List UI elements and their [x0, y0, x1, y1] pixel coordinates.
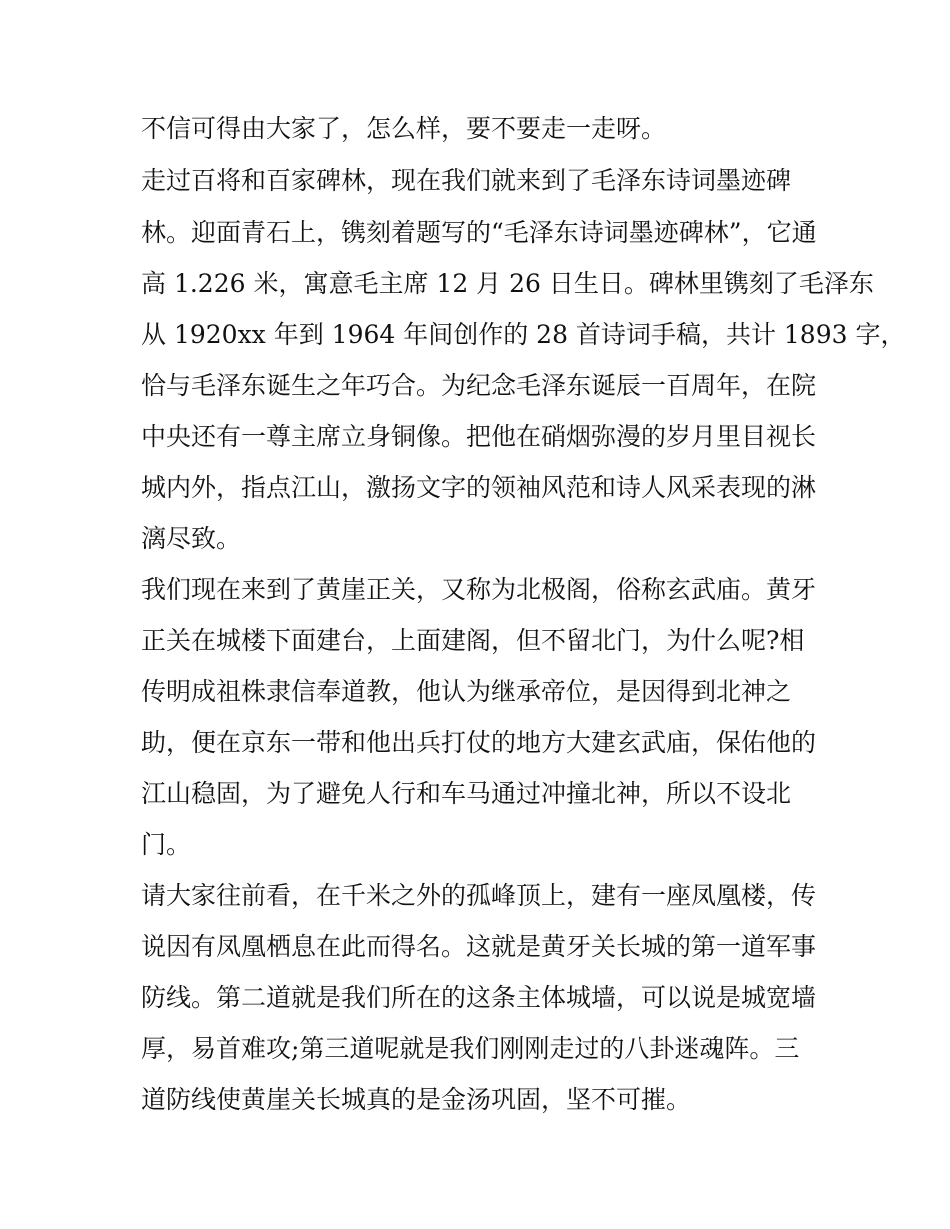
text-line: 江山稳固，为了避免人行和车马通过冲撞北神，所以不设北	[141, 779, 792, 808]
text-line: 防线。第二道就是我们所在的这条主体城墙，可以说是城宽墙	[141, 983, 817, 1012]
text-line: 漓尽致。	[141, 524, 242, 553]
text-line: 正关在城楼下面建台，上面建阁，但不留北门，为什么呢?相	[141, 626, 805, 655]
text-line: 助，便在京东一带和他出兵打仗的地方大建玄武庙，保佑他的	[141, 728, 817, 757]
text-line: 恰与毛泽东诞生之年巧合。为纪念毛泽东诞辰一百周年，在院	[141, 371, 817, 400]
text-line: 道防线使黄崖关长城真的是金汤巩固，坚不可摧。	[141, 1085, 692, 1114]
text-line: 走过百将和百家碑林，现在我们就来到了毛泽东诗词墨迹碑	[141, 166, 792, 195]
text-line: 高 1.226 米，寓意毛主席 12 月 26 日生日。碑林里镌刻了毛泽东	[141, 269, 874, 298]
text-line: 从 1920xx 年到 1964 年间创作的 28 首诗词手稿，共计 1893 字，	[141, 320, 906, 349]
text-line: 门。	[141, 830, 192, 859]
text-line: 城内外，指点江山，激扬文字的领袖风范和诗人风采表现的淋	[141, 473, 817, 502]
text-line: 我们现在来到了黄崖正关，又称为北极阁，俗称玄武庙。黄牙	[141, 575, 817, 604]
text-line: 厚，易首难攻;第三道呢就是我们刚刚走过的八卦迷魂阵。三	[141, 1034, 800, 1063]
text-line: 林。迎面青石上，镌刻着题写的“毛泽东诗词墨迹碑林”，它通	[141, 218, 817, 247]
text-line: 不信可得由大家了，怎么样，要不要走一走呀。	[141, 114, 667, 143]
text-line: 中央还有一尊主席立身铜像。把他在硝烟弥漫的岁月里目视长	[141, 422, 817, 451]
text-line: 请大家往前看，在千米之外的孤峰顶上，建有一座凤凰楼，传	[141, 881, 817, 910]
text-line: 传明成祖株隶信奉道教，他认为继承帝位，是因得到北神之	[141, 677, 792, 706]
text-line: 说因有凤凰栖息在此而得名。这就是黄牙关长城的第一道军事	[141, 932, 817, 961]
